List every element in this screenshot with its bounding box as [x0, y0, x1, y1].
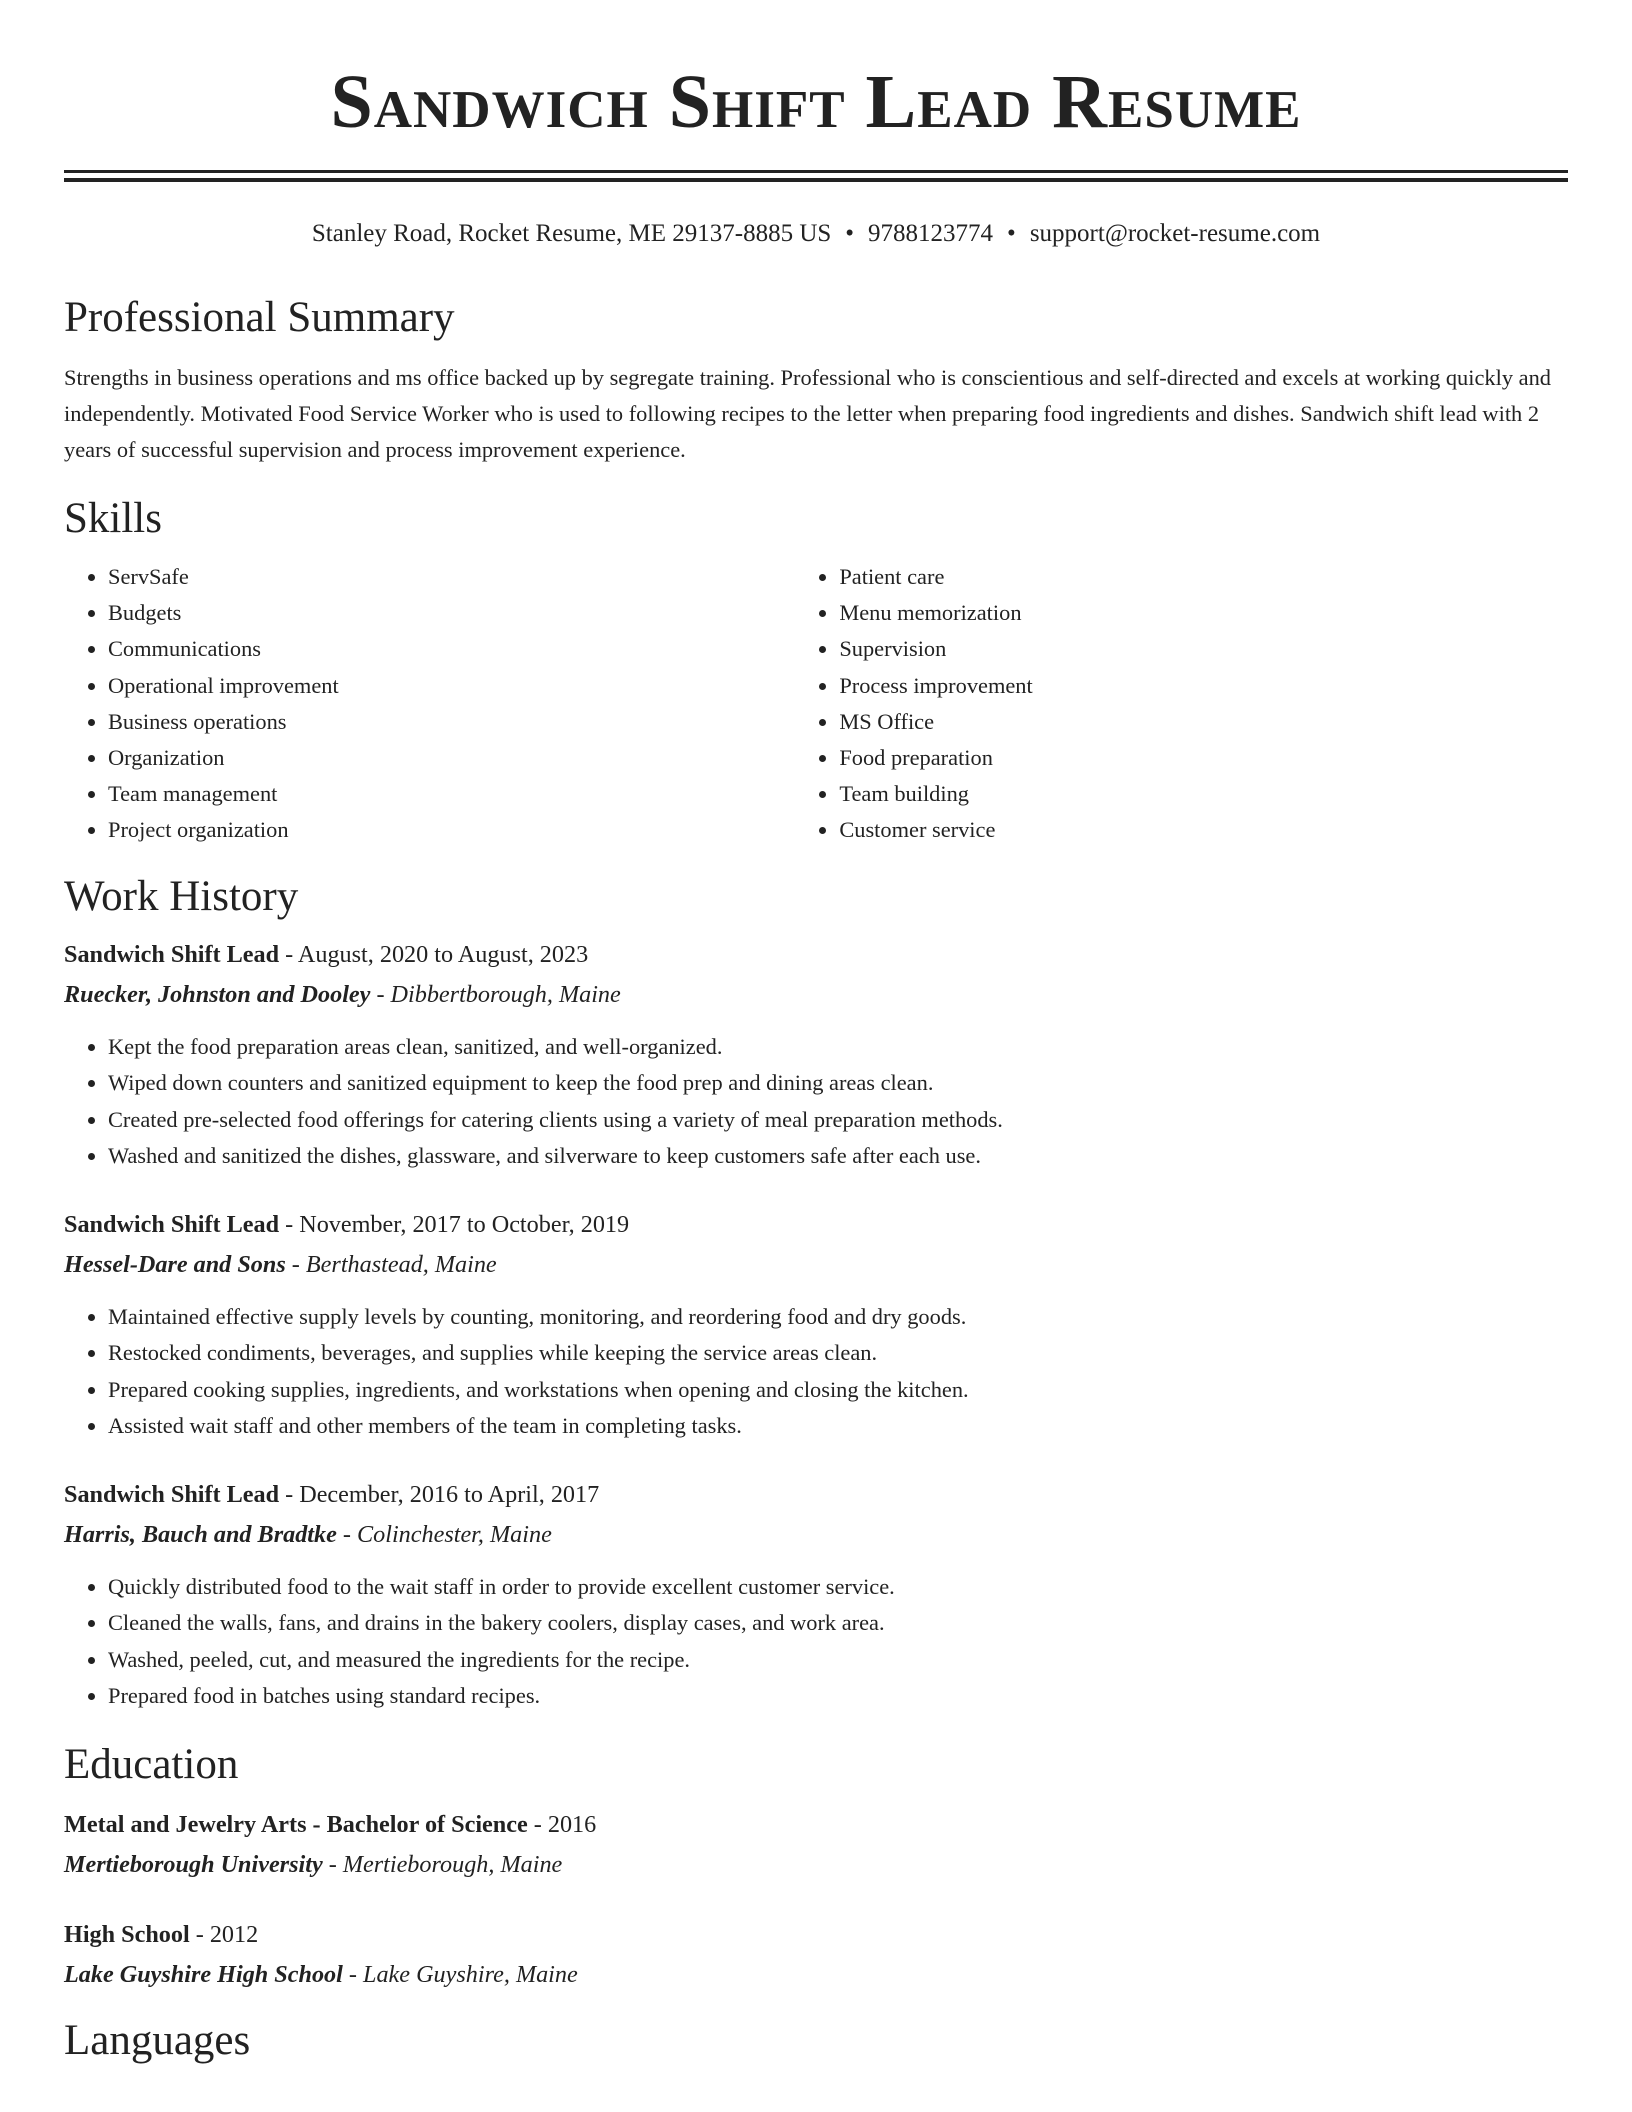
- job-bullet: • Cleaned the walls, fans, and drains in the bakery coolers, display cases, and work area.: [108, 1605, 1568, 1642]
- job-bullet: • Maintained effective supply levels by counting, monitoring, and reordering food and dry goods.: [108, 1299, 1568, 1336]
- skill-item: • Process improvement: [839, 668, 1568, 704]
- job-bullets: [64, 1299, 1568, 1445]
- education-school: Mertieborough University: [64, 1850, 323, 1878]
- job-title-line: [64, 1205, 1568, 1245]
- job-company: Harris, Bauch and Bradtke: [64, 1520, 337, 1548]
- job-company-line: [64, 1245, 1568, 1285]
- education-year: - 2016: [527, 1810, 597, 1838]
- job-location: - Colinchester, Maine: [336, 1520, 552, 1548]
- resume-page: [64, 0, 1568, 2065]
- job-title-line: [64, 935, 1568, 975]
- skills-heading: Skills: [64, 495, 162, 542]
- skill-item: • Business operations: [108, 704, 795, 740]
- job-bullet: • Prepared food in batches using standard recipes.: [108, 1678, 1568, 1715]
- summary-heading: Professional Summary: [64, 294, 455, 341]
- job-title-line: [64, 1475, 1568, 1515]
- skills-list-left: [64, 559, 795, 849]
- contact-separator: •: [845, 220, 855, 247]
- job-dates: - December, 2016 to April, 2017: [279, 1480, 600, 1508]
- job-dates: - August, 2020 to August, 2023: [279, 940, 589, 968]
- education-school: Lake Guyshire High School: [64, 1960, 343, 1988]
- job-bullet: • Washed and sanitized the dishes, glassware, and silverware to keep customers safe after each use.: [108, 1138, 1568, 1175]
- skill-item: • ServSafe: [108, 559, 795, 595]
- job-dates: - November, 2017 to October, 2019: [279, 1210, 630, 1238]
- education-location: - Mertieborough, Maine: [322, 1850, 563, 1878]
- skill-item: • Food preparation: [839, 740, 1568, 776]
- job-bullet: • Washed, peeled, cut, and measured the ingredients for the recipe.: [108, 1642, 1568, 1679]
- education-heading: Education: [64, 1740, 239, 1788]
- skill-item: • Menu memorization: [839, 595, 1568, 631]
- job-location: - Dibbertborough, Maine: [370, 980, 621, 1008]
- education-location: - Lake Guyshire, Maine: [342, 1960, 578, 1988]
- skill-item: • Budgets: [108, 595, 795, 631]
- education-degree: High School: [64, 1920, 190, 1948]
- education-year: - 2012: [189, 1920, 259, 1948]
- contact-address: Stanley Road, Rocket Resume, ME 29137-8885 US: [311, 220, 832, 247]
- job-entry: [64, 935, 1568, 1175]
- work-history-heading: Work History: [64, 872, 299, 920]
- job-bullet: • Restocked condiments, beverages, and supplies while keeping the service areas clean.: [108, 1335, 1568, 1372]
- contact-phone: 9788123774: [868, 220, 994, 247]
- job-bullets: [64, 1569, 1568, 1715]
- job-title: Sandwich Shift Lead: [64, 1480, 280, 1508]
- job-bullet: • Prepared cooking supplies, ingredients, and workstations when opening and closing the kitchen.: [108, 1372, 1568, 1409]
- job-location: - Berthastead, Maine: [285, 1250, 497, 1278]
- job-company: Hessel-Dare and Sons: [64, 1250, 286, 1278]
- job-bullet: • Wiped down counters and sanitized equipment to keep the food prep and dining areas clean.: [108, 1065, 1568, 1102]
- job-company: Ruecker, Johnston and Dooley: [64, 980, 371, 1008]
- contact-line: [64, 218, 1568, 250]
- skills-list-right: [795, 559, 1568, 849]
- skill-item: • Supervision: [839, 631, 1568, 667]
- skills-columns: [64, 559, 1568, 849]
- education-entry: [64, 1805, 1568, 1885]
- skill-item: • Customer service: [839, 812, 1568, 848]
- education-school-line: [64, 1955, 1568, 1995]
- job-bullet: • Assisted wait staff and other members of the team in completing tasks.: [108, 1408, 1568, 1445]
- job-title: Sandwich Shift Lead: [64, 940, 280, 968]
- summary-text: Strengths in business operations and ms office backed up by segregate training. Professional who is conscientious and self-directed and excels at working quickly and independently. Motivated Food Service Worker who is used to following recipes to the letter when preparing food ingredients and dishes. Sandwich shift lead with 2 years of successful supervision and process improvement experience.: [64, 365, 1551, 462]
- page-title: Sandwich Shift Lead Resume: [330, 60, 1302, 144]
- skill-item: • Team building: [839, 776, 1568, 812]
- job-bullet: • Created pre-selected food offerings for catering clients using a variety of meal preparation methods.: [108, 1102, 1568, 1139]
- skill-item: • Operational improvement: [108, 668, 795, 704]
- skill-item: • Communications: [108, 631, 795, 667]
- contact-separator: •: [1007, 220, 1016, 247]
- languages-heading: Languages: [64, 2016, 251, 2064]
- education-degree: Metal and Jewelry Arts - Bachelor of Science: [64, 1810, 528, 1838]
- job-company-line: [64, 1515, 1568, 1555]
- job-bullet: • Quickly distributed food to the wait staff in order to provide excellent customer service.: [108, 1569, 1568, 1606]
- job-bullets: [64, 1029, 1568, 1175]
- skill-item: • Team management: [108, 776, 795, 812]
- skill-item: • MS Office: [839, 704, 1568, 740]
- education-degree-line: [64, 1805, 1568, 1845]
- skill-item: • Patient care: [839, 559, 1568, 595]
- job-entry: [64, 1205, 1568, 1445]
- education-school-line: [64, 1845, 1568, 1885]
- title-double-rule: [64, 170, 1568, 182]
- job-company-line: [64, 975, 1568, 1015]
- skill-item: • Project organization: [108, 812, 795, 848]
- skill-item: • Organization: [108, 740, 795, 776]
- education-entry: [64, 1915, 1568, 1995]
- contact-email: support@rocket-resume.com: [1029, 220, 1321, 247]
- job-entry: [64, 1475, 1568, 1715]
- job-title: Sandwich Shift Lead: [64, 1210, 280, 1238]
- education-degree-line: [64, 1915, 1568, 1955]
- job-bullet: • Kept the food preparation areas clean, sanitized, and well-organized.: [108, 1029, 1568, 1066]
